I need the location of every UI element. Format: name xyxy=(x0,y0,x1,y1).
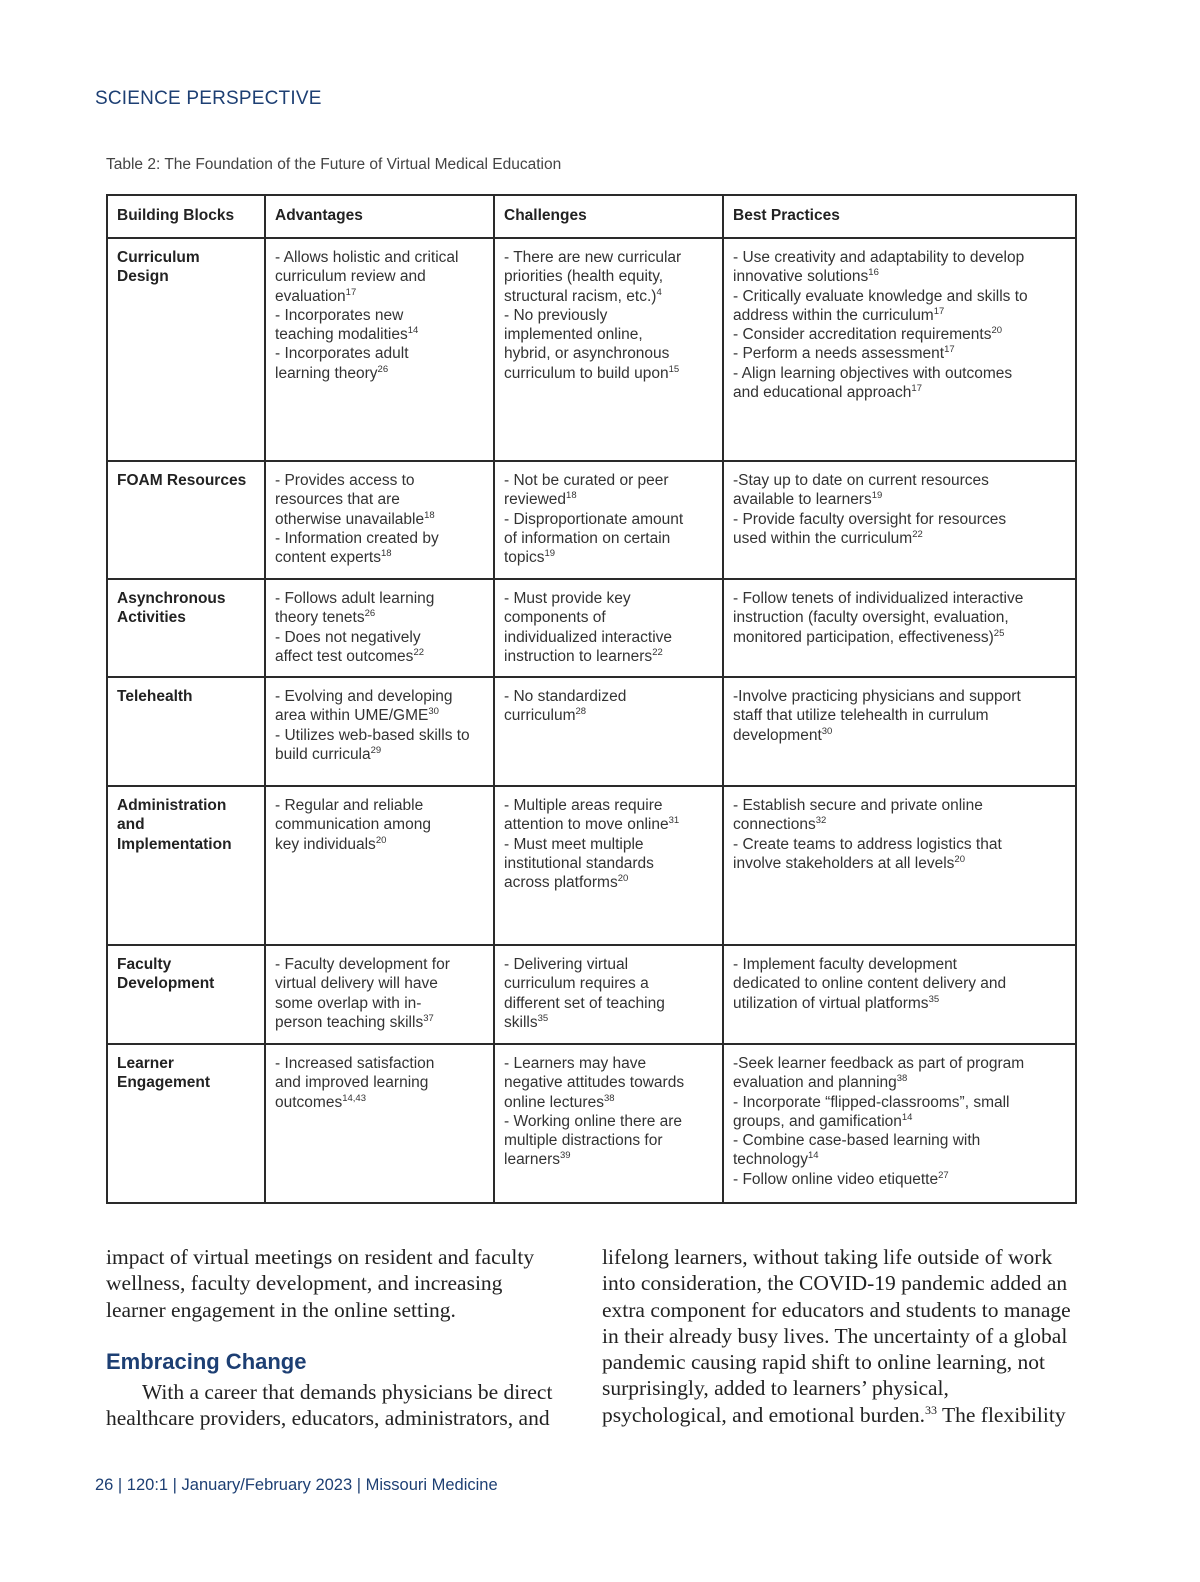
cell-line xyxy=(275,608,484,627)
header-best-practices: Best Practices xyxy=(723,195,1076,238)
cell-line xyxy=(275,974,484,993)
cell-line xyxy=(733,994,1066,1013)
cell-text: individualized interactive xyxy=(504,628,673,646)
cell-line xyxy=(504,994,713,1013)
challenges-cell xyxy=(494,461,723,579)
citation-ref: 27 xyxy=(938,1169,949,1181)
citation-ref: 20 xyxy=(954,853,965,865)
cell-text: learners xyxy=(504,1151,560,1169)
cell-line xyxy=(275,726,484,745)
best-cell xyxy=(723,238,1076,461)
challenges-cell xyxy=(494,1044,723,1203)
citation-ref: 32 xyxy=(815,815,827,827)
cell-line xyxy=(275,510,484,529)
cell-text: - No standardized xyxy=(504,688,627,705)
body-paragraph: impact of virtual meetings on resident and faculty wellness, faculty development, and increasing learner engagement in the online setting. xyxy=(106,1245,535,1322)
cell-line xyxy=(275,325,484,344)
cell-text: - Faculty development for xyxy=(275,956,450,973)
cell-text: online lectures xyxy=(504,1093,604,1111)
cell-line xyxy=(504,1093,713,1112)
best-cell xyxy=(723,945,1076,1044)
cell-line xyxy=(733,529,1066,548)
foundation-table xyxy=(106,194,1077,1204)
building-block-cell xyxy=(107,945,265,1044)
cell-line xyxy=(275,1073,484,1092)
building-block-label: Design xyxy=(117,268,169,286)
body-paragraph xyxy=(602,1244,1072,1428)
cell-line xyxy=(504,287,713,306)
cell-line xyxy=(275,248,484,267)
cell-text: instruction to learners xyxy=(504,647,653,665)
cell-line xyxy=(733,955,1066,974)
cell-line xyxy=(733,1150,1066,1169)
table-row xyxy=(107,579,1076,677)
cell-line xyxy=(504,974,713,993)
cell-text: - Delivering virtual xyxy=(504,956,629,973)
cell-text: teaching modalities xyxy=(275,326,408,344)
citation-ref: 35 xyxy=(537,1012,549,1024)
citation-ref: 19 xyxy=(871,490,883,502)
cell-line xyxy=(733,706,1066,725)
cell-text: - Consider accreditation requirements xyxy=(733,326,992,344)
cell-text: build curricula xyxy=(275,745,371,763)
cell-line xyxy=(275,589,484,608)
cell-line xyxy=(733,490,1066,509)
advantages-cell xyxy=(265,461,494,579)
cell-text: curriculum review and xyxy=(275,268,426,286)
cell-line xyxy=(504,325,713,344)
building-block-cell xyxy=(107,579,265,677)
cell-line xyxy=(504,955,713,974)
cell-text: - Incorporate “flipped-classrooms”, small xyxy=(733,1093,1010,1111)
cell-text: - Evolving and developing xyxy=(275,688,453,705)
cell-line xyxy=(504,835,713,854)
citation-ref: 28 xyxy=(575,706,587,718)
advantages-cell xyxy=(265,786,494,945)
cell-line xyxy=(275,344,484,363)
cell-text: - Working online there are xyxy=(504,1112,683,1130)
table-row xyxy=(107,945,1076,1044)
citation-ref: 16 xyxy=(868,267,879,279)
cell-text: institutional standards xyxy=(504,854,654,872)
cell-text: communication among xyxy=(275,816,431,834)
cell-line xyxy=(275,490,484,509)
cell-line xyxy=(504,854,713,873)
header-advantages: Advantages xyxy=(265,195,494,238)
cell-line xyxy=(504,490,713,509)
cell-line xyxy=(504,529,713,548)
building-block-cell xyxy=(107,786,265,945)
cell-line xyxy=(733,364,1066,383)
header-challenges: Challenges xyxy=(494,195,723,238)
building-block-label: Faculty xyxy=(117,956,172,973)
cell-text: - Utilizes web-based skills to xyxy=(275,726,470,744)
citation-ref: 39 xyxy=(560,1150,571,1162)
cell-line xyxy=(733,608,1066,627)
cell-line xyxy=(275,529,484,548)
citation-ref: 33 xyxy=(925,1402,938,1417)
advantages-cell xyxy=(265,238,494,461)
header-building-blocks: Building Blocks xyxy=(107,195,265,238)
cell-text: components of xyxy=(504,609,606,627)
cell-line xyxy=(733,510,1066,529)
building-block-label: Implementation xyxy=(117,835,232,853)
cell-line xyxy=(733,471,1066,490)
building-block-label: Administration xyxy=(117,797,227,814)
cell-text: virtual delivery will have xyxy=(275,975,438,993)
table-row xyxy=(107,461,1076,579)
cell-line xyxy=(275,994,484,1013)
cell-text: - Combine case-based learning with xyxy=(733,1132,981,1150)
cell-text: - No previously xyxy=(504,306,608,324)
cell-line xyxy=(275,548,484,567)
cell-line xyxy=(275,364,484,383)
cell-text: - Incorporates new xyxy=(275,306,404,324)
cell-text: - Follow online video etiquette xyxy=(733,1170,939,1188)
cell-text: innovative solutions xyxy=(733,268,869,286)
cell-text: groups, and gamification xyxy=(733,1112,902,1130)
advantages-cell xyxy=(265,579,494,677)
cell-line xyxy=(733,1073,1066,1092)
building-block-label: Telehealth xyxy=(117,688,193,705)
building-block-label: Asynchronous xyxy=(117,590,226,607)
cell-text: - Follow tenets of individualized interactive xyxy=(733,590,1024,607)
citation-ref: 38 xyxy=(603,1092,615,1104)
cell-line xyxy=(733,854,1066,873)
body-column-left xyxy=(106,1244,566,1432)
best-cell xyxy=(723,1044,1076,1203)
citation-ref: 29 xyxy=(370,744,382,756)
citation-ref: 37 xyxy=(423,1012,434,1024)
cell-line xyxy=(504,628,713,647)
cell-text: otherwise unavailable xyxy=(275,510,425,528)
citation-ref: 14 xyxy=(807,1150,819,1162)
cell-line xyxy=(275,687,484,706)
cell-line xyxy=(275,1054,484,1073)
cell-line xyxy=(504,344,713,363)
challenges-cell xyxy=(494,945,723,1044)
challenges-cell xyxy=(494,786,723,945)
cell-text: dedicated to online content delivery and xyxy=(733,975,1007,993)
advantages-cell xyxy=(265,1044,494,1203)
citation-ref: 22 xyxy=(912,528,923,540)
section-label: SCIENCE PERSPECTIVE xyxy=(95,88,322,109)
cell-text: curriculum requires a xyxy=(504,975,649,993)
citation-ref: 18 xyxy=(380,548,392,560)
building-block-cell xyxy=(107,677,265,786)
cell-line xyxy=(733,726,1066,745)
cell-text: - Multiple areas require xyxy=(504,797,663,814)
citation-ref: 17 xyxy=(911,382,922,394)
cell-line xyxy=(733,267,1066,286)
cell-text: - Increased satisfaction xyxy=(275,1055,435,1072)
cell-line xyxy=(275,306,484,325)
cell-text: technology xyxy=(733,1151,808,1169)
cell-line xyxy=(275,796,484,815)
cell-text: evaluation xyxy=(275,287,346,305)
citation-ref: 35 xyxy=(928,993,940,1005)
cell-line xyxy=(733,687,1066,706)
cell-line xyxy=(275,267,484,286)
cell-text: - Provide faculty oversight for resources xyxy=(733,510,1007,528)
cell-line xyxy=(733,974,1066,993)
cell-line xyxy=(504,589,713,608)
cell-text: affect test outcomes xyxy=(275,647,414,665)
cell-line xyxy=(275,706,484,725)
cell-text: - Allows holistic and critical xyxy=(275,249,459,266)
cell-text: - Establish secure and private online xyxy=(733,797,983,814)
citation-ref: 20 xyxy=(375,834,387,846)
cell-text: instruction (faculty oversight, evaluation, xyxy=(733,609,1009,627)
cell-text: - Critically evaluate knowledge and skills to xyxy=(733,287,1028,305)
cell-line xyxy=(733,589,1066,608)
building-block-label: and xyxy=(117,816,145,834)
cell-text: content experts xyxy=(275,549,381,567)
cell-text: different set of teaching xyxy=(504,994,665,1012)
cell-text: - Learners may have xyxy=(504,1055,647,1072)
cell-text: -Involve practicing physicians and support xyxy=(733,688,1021,705)
cell-line xyxy=(504,1054,713,1073)
cell-text: - Incorporates adult xyxy=(275,345,409,363)
best-cell xyxy=(723,461,1076,579)
cell-line xyxy=(733,287,1066,306)
citation-ref: 14,43 xyxy=(342,1092,366,1104)
cell-line xyxy=(504,548,713,567)
cell-line xyxy=(733,1170,1066,1189)
cell-text: resources that are xyxy=(275,491,400,509)
cell-text: priorities (health equity, xyxy=(504,268,664,286)
cell-line xyxy=(504,647,713,666)
cell-text: reviewed xyxy=(504,491,567,509)
citation-ref: 22 xyxy=(413,646,425,658)
cell-text: person teaching skills xyxy=(275,1013,424,1031)
cell-text: and improved learning xyxy=(275,1074,429,1092)
cell-text: used within the curriculum xyxy=(733,529,913,547)
cell-text: curriculum xyxy=(504,707,576,725)
cell-line xyxy=(733,1054,1066,1073)
cell-line xyxy=(733,248,1066,267)
cell-line xyxy=(504,1112,713,1131)
table-caption: Table 2: The Foundation of the Future of Virtual Medical Education xyxy=(106,156,562,173)
cell-text: curriculum to build upon xyxy=(504,364,669,382)
cell-line xyxy=(733,796,1066,815)
cell-line xyxy=(504,1131,713,1150)
table-header-row xyxy=(107,195,1076,238)
cell-text: - Information created by xyxy=(275,529,439,547)
cell-text: - Align learning objectives with outcomes xyxy=(733,364,1013,382)
cell-line xyxy=(733,835,1066,854)
building-block-label: Development xyxy=(117,975,215,993)
cell-text: -Stay up to date on current resources xyxy=(733,472,989,489)
cell-line xyxy=(275,1093,484,1112)
cell-text: staff that utilize telehealth in currulum xyxy=(733,707,989,725)
cell-text: implemented online, xyxy=(504,326,643,344)
cell-text: - Must provide key xyxy=(504,590,631,607)
cell-line xyxy=(275,647,484,666)
citation-ref: 17 xyxy=(944,344,955,356)
building-block-label: Curriculum xyxy=(117,249,200,266)
cell-line xyxy=(504,267,713,286)
body-text: The flexibility xyxy=(937,1402,1066,1427)
challenges-cell xyxy=(494,677,723,786)
cell-text: - Follows adult learning xyxy=(275,590,435,607)
cell-line xyxy=(275,815,484,834)
citation-ref: 15 xyxy=(668,363,680,375)
best-cell xyxy=(723,579,1076,677)
citation-ref: 26 xyxy=(377,363,389,375)
cell-line xyxy=(504,471,713,490)
cell-line xyxy=(504,796,713,815)
cell-text: learning theory xyxy=(275,364,378,382)
cell-text: - Create teams to address logistics that xyxy=(733,835,1002,853)
cell-line xyxy=(504,815,713,834)
citation-ref: 20 xyxy=(991,325,1003,337)
building-block-cell xyxy=(107,461,265,579)
cell-text: area within UME/GME xyxy=(275,707,429,725)
cell-text: skills xyxy=(504,1013,538,1031)
cell-line xyxy=(504,608,713,627)
citation-ref: 20 xyxy=(617,873,629,885)
cell-line xyxy=(733,1131,1066,1150)
advantages-cell xyxy=(265,677,494,786)
cell-text: - Use creativity and adaptability to develop xyxy=(733,249,1025,266)
body-paragraph: With a career that demands physicians be direct healthcare providers, educators, administrators, and xyxy=(106,1380,553,1431)
citation-ref: 38 xyxy=(896,1073,908,1085)
challenges-cell xyxy=(494,238,723,461)
cell-text: - Perform a needs assessment xyxy=(733,345,945,363)
cell-text: - Disproportionate amount xyxy=(504,510,684,528)
cell-text: - Implement faculty development xyxy=(733,956,957,973)
citation-ref: 18 xyxy=(424,509,435,521)
cell-text: of information on certain xyxy=(504,529,671,547)
best-cell xyxy=(723,677,1076,786)
cell-line xyxy=(504,364,713,383)
building-block-label: Learner xyxy=(117,1055,174,1072)
cell-text: involve stakeholders at all levels xyxy=(733,854,955,872)
cell-line xyxy=(733,325,1066,344)
building-block-label: Activities xyxy=(117,609,186,627)
cell-text: some overlap with in- xyxy=(275,994,422,1012)
building-block-cell xyxy=(107,1044,265,1203)
cell-text: connections xyxy=(733,816,816,834)
table-row xyxy=(107,786,1076,945)
building-block-label: FOAM Resources xyxy=(117,472,247,489)
citation-ref: 26 xyxy=(364,608,376,620)
cell-line xyxy=(504,1073,713,1092)
cell-text: structural racism, etc.) xyxy=(504,287,657,305)
building-block-label: Engagement xyxy=(117,1074,211,1092)
cell-line xyxy=(733,383,1066,402)
cell-text: and educational approach xyxy=(733,384,912,402)
best-cell xyxy=(723,786,1076,945)
page-footer: 26 | 120:1 | January/February 2023 | Missouri Medicine xyxy=(95,1476,498,1494)
citation-ref: 4 xyxy=(656,286,662,298)
citation-ref: 30 xyxy=(428,706,439,718)
cell-text: theory tenets xyxy=(275,609,365,627)
cell-text: - There are new curricular xyxy=(504,249,682,266)
cell-text: address within the curriculum xyxy=(733,306,934,324)
cell-line xyxy=(733,815,1066,834)
table-row xyxy=(107,1044,1076,1203)
cell-line xyxy=(275,471,484,490)
cell-line xyxy=(504,687,713,706)
citation-ref: 14 xyxy=(407,325,419,337)
citation-ref: 17 xyxy=(933,305,945,317)
advantages-cell xyxy=(265,945,494,1044)
cell-text: available to learners xyxy=(733,491,872,509)
cell-line xyxy=(504,248,713,267)
citation-ref: 18 xyxy=(566,490,577,502)
cell-line xyxy=(733,306,1066,325)
cell-line xyxy=(275,1013,484,1032)
citation-ref: 22 xyxy=(652,646,663,658)
cell-line xyxy=(504,306,713,325)
cell-line xyxy=(275,628,484,647)
citation-ref: 14 xyxy=(901,1111,913,1123)
cell-line xyxy=(275,955,484,974)
table-row xyxy=(107,238,1076,461)
cell-line xyxy=(504,1150,713,1169)
cell-line xyxy=(733,344,1066,363)
cell-text: - Does not negatively xyxy=(275,628,421,646)
cell-text: negative attitudes towards xyxy=(504,1074,685,1092)
cell-line xyxy=(733,628,1066,647)
cell-text: - Not be curated or peer xyxy=(504,472,669,489)
cell-line xyxy=(504,1013,713,1032)
citation-ref: 31 xyxy=(668,815,680,827)
citation-ref: 17 xyxy=(345,286,357,298)
cell-line xyxy=(504,706,713,725)
cell-text: - Provides access to xyxy=(275,472,415,489)
table-row xyxy=(107,677,1076,786)
cell-line xyxy=(275,287,484,306)
cell-text: monitored participation, effectiveness) xyxy=(733,628,994,646)
cell-text: hybrid, or asynchronous xyxy=(504,345,670,363)
building-block-cell xyxy=(107,238,265,461)
cell-line xyxy=(275,835,484,854)
citation-ref: 30 xyxy=(821,725,833,737)
citation-ref: 25 xyxy=(993,627,1005,639)
body-text: lifelong learners, without taking life outside of work into consideration, the COVID-19 pandemic added an extra component for educators and students to manage in their already busy lives. The uncertainty of a global pandemic causing rapid shift to online learning, not surprisingly, added to learners’ physical, psychological, and emotional burden. xyxy=(602,1245,1071,1427)
cell-line xyxy=(504,873,713,892)
challenges-cell xyxy=(494,579,723,677)
cell-text: multiple distractions for xyxy=(504,1132,663,1150)
cell-line xyxy=(733,1112,1066,1131)
body-column-right xyxy=(602,1244,1072,1428)
cell-text: evaluation and planning xyxy=(733,1074,897,1092)
cell-text: outcomes xyxy=(275,1093,343,1111)
cell-text: across platforms xyxy=(504,874,618,892)
cell-line xyxy=(733,1093,1066,1112)
cell-text: utilization of virtual platforms xyxy=(733,994,929,1012)
cell-text: topics xyxy=(504,549,545,567)
cell-line xyxy=(504,510,713,529)
section-heading: Embracing Change xyxy=(106,1348,307,1374)
cell-text: development xyxy=(733,726,822,744)
cell-text: -Seek learner feedback as part of program xyxy=(733,1055,1025,1072)
cell-text: - Regular and reliable xyxy=(275,797,424,814)
cell-text: attention to move online xyxy=(504,816,669,834)
citation-ref: 19 xyxy=(544,548,556,560)
cell-text: - Must meet multiple xyxy=(504,835,644,853)
cell-text: key individuals xyxy=(275,835,376,853)
cell-line xyxy=(275,745,484,764)
